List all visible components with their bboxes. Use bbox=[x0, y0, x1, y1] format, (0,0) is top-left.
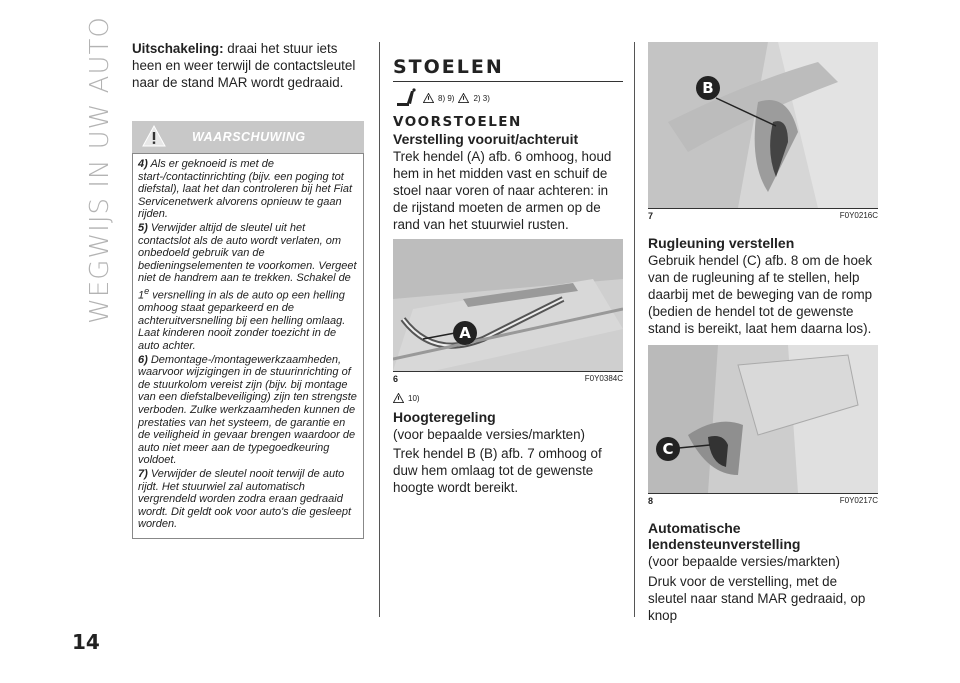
topic-scope: (voor bepaalde versies/markten) bbox=[648, 554, 841, 569]
seat-rail-illustration bbox=[393, 239, 623, 371]
figure-caption bbox=[393, 374, 623, 384]
column-divider bbox=[379, 42, 380, 617]
seat-height-lever-illustration bbox=[648, 42, 878, 208]
topic-heading bbox=[648, 520, 878, 552]
warning-text: Demontage-/montagewerkzaamheden, waarvoor wijzigingen in de stuurinrichting of de stuurkolom vereist zijn (bijv. bij montage van een diefstalbeveiliging) zijn ten strengste verboden. Zulke werkzaamheden kunnen de prestaties van het systeem, de garantie en de veiligheid in gevaar brengen waardoor de auto niet meer aan de typegoedkeuring voldoet. bbox=[138, 353, 357, 467]
warning-header bbox=[132, 121, 364, 153]
note-ref-text: 10) bbox=[408, 393, 420, 403]
topic-text: Gebruik hendel (C) afb. 8 om de hoek van de rugleuning af te stellen, help daarbij met de beweging van de romp (bedien de hendel tot de gewenste stand is bereikt, laat hem daarna los). bbox=[648, 253, 873, 336]
section-label: WEGWIJS IN UW AUTO bbox=[85, 16, 115, 324]
warning-num: 6) bbox=[138, 353, 148, 366]
warning-triangle-icon bbox=[458, 93, 469, 103]
caution-refs: 2) 3) bbox=[473, 93, 490, 103]
warning-item bbox=[138, 468, 358, 531]
backrest-lever-illustration bbox=[648, 345, 878, 493]
warning-num: 7) bbox=[138, 467, 148, 480]
figure-code: F0Y0216C bbox=[839, 211, 878, 220]
warning-triangle-icon bbox=[393, 393, 404, 403]
warning-box bbox=[132, 153, 364, 539]
warning-refs: 8) 9) bbox=[438, 93, 455, 103]
figure-code: F0Y0384C bbox=[584, 374, 623, 383]
figure-number: 7 bbox=[648, 211, 654, 221]
callout-b: B bbox=[696, 76, 720, 100]
warning-sup: e bbox=[144, 285, 150, 296]
topic-scope: (voor bepaalde versies/markten) bbox=[393, 427, 586, 442]
warning-num: 4) bbox=[138, 158, 148, 170]
figure-caption bbox=[648, 211, 878, 221]
callout-a: A bbox=[453, 321, 477, 345]
column-3 bbox=[648, 42, 878, 624]
subsection-heading: VOORSTOELEN bbox=[393, 114, 522, 130]
figure-8-image bbox=[648, 345, 878, 494]
figure-7-image bbox=[648, 42, 878, 209]
topic-heading-line: Automatische bbox=[648, 520, 741, 536]
section-sidebar bbox=[82, 16, 118, 324]
section-heading: STOELEN bbox=[393, 56, 623, 82]
warning-text: Verwijder altijd de sleutel uit het contactslot als de auto wordt verlaten, om onbedoeld gebruik van de bedieningselementen te voorkomen. Vergeet niet de handrem aan te trekken. Schakel de 1 bbox=[138, 221, 357, 302]
intro-text: draai het stuur iets heen en weer terwijl de contactsleutel naar de stand MAR wordt gedraaid. bbox=[132, 41, 356, 90]
figure-number: 8 bbox=[648, 496, 654, 506]
column-divider bbox=[634, 42, 635, 617]
intro-paragraph bbox=[132, 40, 364, 91]
warning-item bbox=[138, 354, 358, 467]
warning-item bbox=[138, 222, 358, 353]
warning-num: 5) bbox=[138, 221, 148, 234]
topic-text: Trek hendel B (B) afb. 7 omhoog of duw hem omlaag tot de gewenste hoogte wordt bereikt. bbox=[393, 446, 602, 495]
topic-heading-line: lendensteunverstelling bbox=[648, 536, 801, 552]
seat-icon bbox=[393, 88, 419, 108]
warning-triangle-icon bbox=[423, 93, 434, 103]
warning-text: Als er geknoeid is met de start-/contactinrichting (bijv. een poging tot diefstal), laat het dan controleren bij het Fiat Servicenetwerk alvorens opnieuw te gaan rijden. bbox=[138, 158, 353, 221]
figure-6-image bbox=[393, 239, 623, 372]
warning-title: WAARSCHUWING bbox=[192, 130, 306, 144]
warning-triangle-icon bbox=[142, 124, 166, 148]
topic-text: Trek hendel (A) afb. 6 omhoog, houd hem in het midden vast en schuif de stoel naar voren of naar achteren: in de rijstand moeten de armen op de rand van het stuurwiel rusten. bbox=[393, 149, 612, 232]
note-reference bbox=[393, 393, 623, 403]
reference-row bbox=[393, 87, 623, 109]
column-2 bbox=[393, 40, 623, 496]
callout-c: C bbox=[656, 437, 680, 461]
topic-heading: Verstelling vooruit/achteruit bbox=[393, 131, 579, 147]
figure-code: F0Y0217C bbox=[839, 496, 878, 505]
figure-number: 6 bbox=[393, 374, 399, 384]
topic-text: Druk voor de verstelling, met de sleutel naar stand MAR gedraaid, op knop bbox=[648, 574, 866, 623]
topic-heading: Rugleuning verstellen bbox=[648, 235, 795, 251]
warning-item bbox=[138, 158, 358, 221]
warning-text: versnelling in als de auto op een helling omhoog staat geparkeerd en de achteruitversnelling bij een helling omlaag. Laat kinderen nooit zonder toezicht in de auto achter. bbox=[138, 289, 346, 352]
intro-bold: Uitschakeling: bbox=[132, 41, 224, 56]
column-1 bbox=[132, 40, 364, 539]
page-number: 14 bbox=[72, 630, 100, 654]
figure-caption bbox=[648, 496, 878, 506]
warning-text: Verwijder de sleutel nooit terwijl de auto rijdt. Het stuurwiel zal automatisch vergrendeld worden zodra eraan gedraaid wordt. Dit geldt ook voor auto's die gesleept worden. bbox=[138, 467, 352, 531]
topic-heading: Hoogteregeling bbox=[393, 409, 496, 425]
